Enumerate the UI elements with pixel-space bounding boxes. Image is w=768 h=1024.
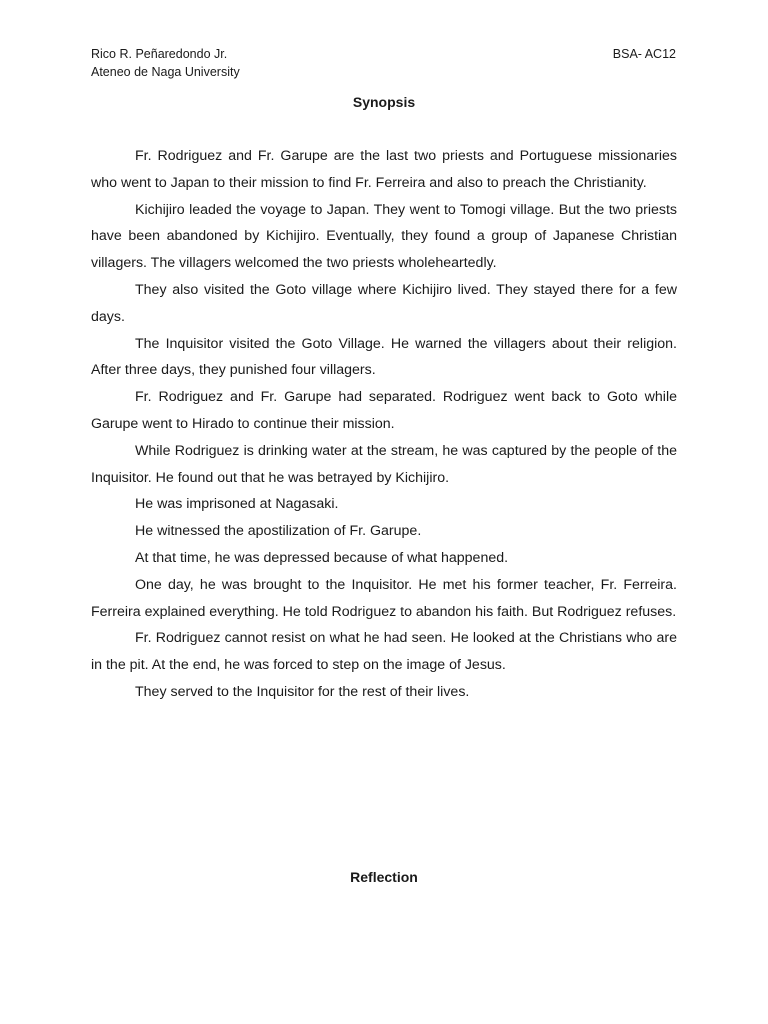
synopsis-title: Synopsis xyxy=(352,94,416,110)
paragraph: The Inquisitor visited the Goto Village. He warned the villagers about their religion. After three days, they punished four villagers. xyxy=(91,335,677,379)
paragraph: Fr. Rodriguez cannot resist on what he had seen. He looked at the Christians who are in the pit. At the end, he was forced to step on the image of Jesus. xyxy=(91,630,677,674)
paragraph: They served to the Inquisitor for the rest of their lives. xyxy=(135,683,470,700)
paragraph: One day, he was brought to the Inquisitor. He met his former teacher, Fr. Ferreira. Ferreira explained everything. He told Rodriguez to abandon his faith. But Rodriguez refuses. xyxy=(91,576,677,620)
school-name: Ateneo de Naga University xyxy=(91,65,240,79)
class-section: BSA- AC12 xyxy=(612,47,676,61)
paragraph: Kichijiro leaded the voyage to Japan. They went to Tomogi village. But the two priests have been abandoned by Kichijiro. Eventually, they found a group of Japanese Christian villagers. The villagers welcomed the two priests wholeheartedly. xyxy=(91,201,677,272)
paragraph: At that time, he was depressed because of what happened. xyxy=(135,549,509,566)
author-name: Rico R. Peñaredondo Jr. xyxy=(91,47,228,61)
paragraph: While Rodriguez is drinking water at the stream, he was captured by the people of the Inquisitor. He found out that he was betrayed by Kichijiro. xyxy=(91,442,677,486)
reflection-title: Reflection xyxy=(350,869,418,885)
paragraph: He was imprisoned at Nagasaki. xyxy=(135,496,339,513)
paragraph: They also visited the Goto village where Kichijiro lived. They stayed there for a few days. xyxy=(91,281,677,325)
header-left xyxy=(91,45,240,81)
paragraph: Fr. Rodriguez and Fr. Garupe had separated. Rodriguez went back to Goto while Garupe went to Hirado to continue their mission. xyxy=(91,389,677,432)
synopsis-body xyxy=(91,143,677,706)
paragraph: Fr. Rodriguez and Fr. Garupe are the last two priests and Portuguese missionaries who went to Japan to their mission to find Fr. Ferreira and also to preach the Christianity. xyxy=(91,148,677,191)
paragraph: He witnessed the apostilization of Fr. Garupe. xyxy=(135,523,422,540)
